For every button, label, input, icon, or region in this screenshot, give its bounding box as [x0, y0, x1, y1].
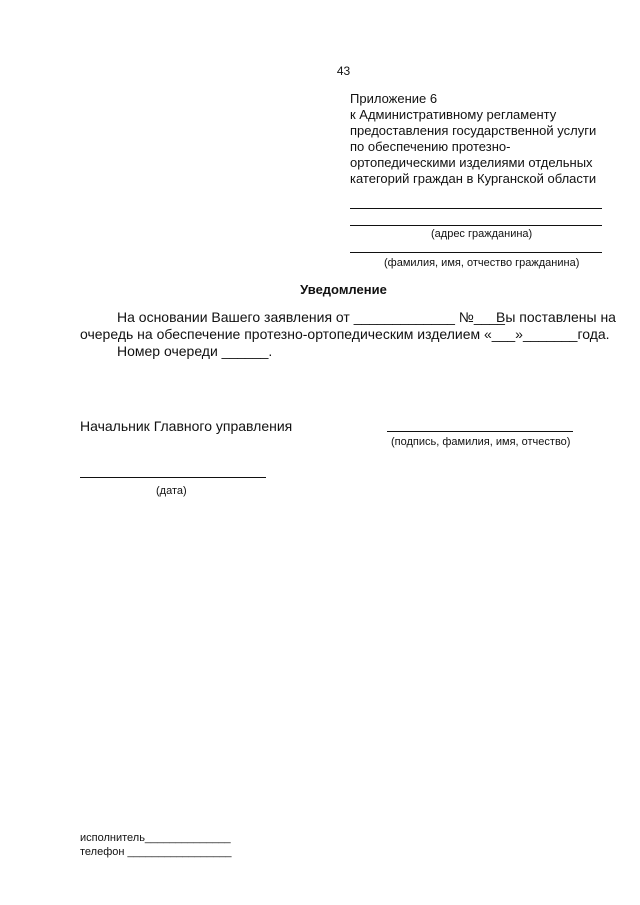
- name-line: [350, 252, 602, 253]
- appendix-line: предоставления государственной услуги: [350, 123, 597, 138]
- appendix-line: категорий граждан в Курганской области: [350, 171, 597, 186]
- notice-line-1-end: Вы поставлены на: [496, 309, 616, 325]
- address-line-2: [350, 225, 602, 226]
- name-caption: (фамилия, имя, отчество гражданина): [384, 257, 580, 269]
- address-line-1: [350, 208, 602, 209]
- notice-line-3: Номер очереди ______.: [117, 343, 273, 359]
- document-title: Уведомление: [300, 282, 387, 297]
- phone-label: телефон _________________: [80, 846, 232, 858]
- appendix-line: к Административному регламенту: [350, 107, 557, 122]
- appendix-line: по обеспечению протезно-: [350, 139, 511, 154]
- date-caption: (дата): [156, 485, 187, 497]
- date-line: [80, 477, 266, 478]
- appendix-header: [350, 91, 596, 187]
- signature-line: [387, 431, 573, 432]
- notice-line-2: очередь на обеспечение протезно-ортопедическим изделием «___»_______года.: [80, 326, 610, 342]
- notice-line-1: На основании Вашего заявления от _____________ №____: [117, 309, 505, 325]
- executor-label: исполнитель______________: [80, 832, 231, 844]
- appendix-line: Приложение 6: [350, 91, 438, 106]
- address-caption: (адрес гражданина): [431, 228, 533, 240]
- signature-caption: (подпись, фамилия, имя, отчество): [391, 436, 571, 448]
- appendix-line: ортопедическими изделиями отдельных: [350, 155, 593, 170]
- page-number: 43: [336, 64, 351, 78]
- chief-label: Начальник Главного управления: [80, 418, 293, 434]
